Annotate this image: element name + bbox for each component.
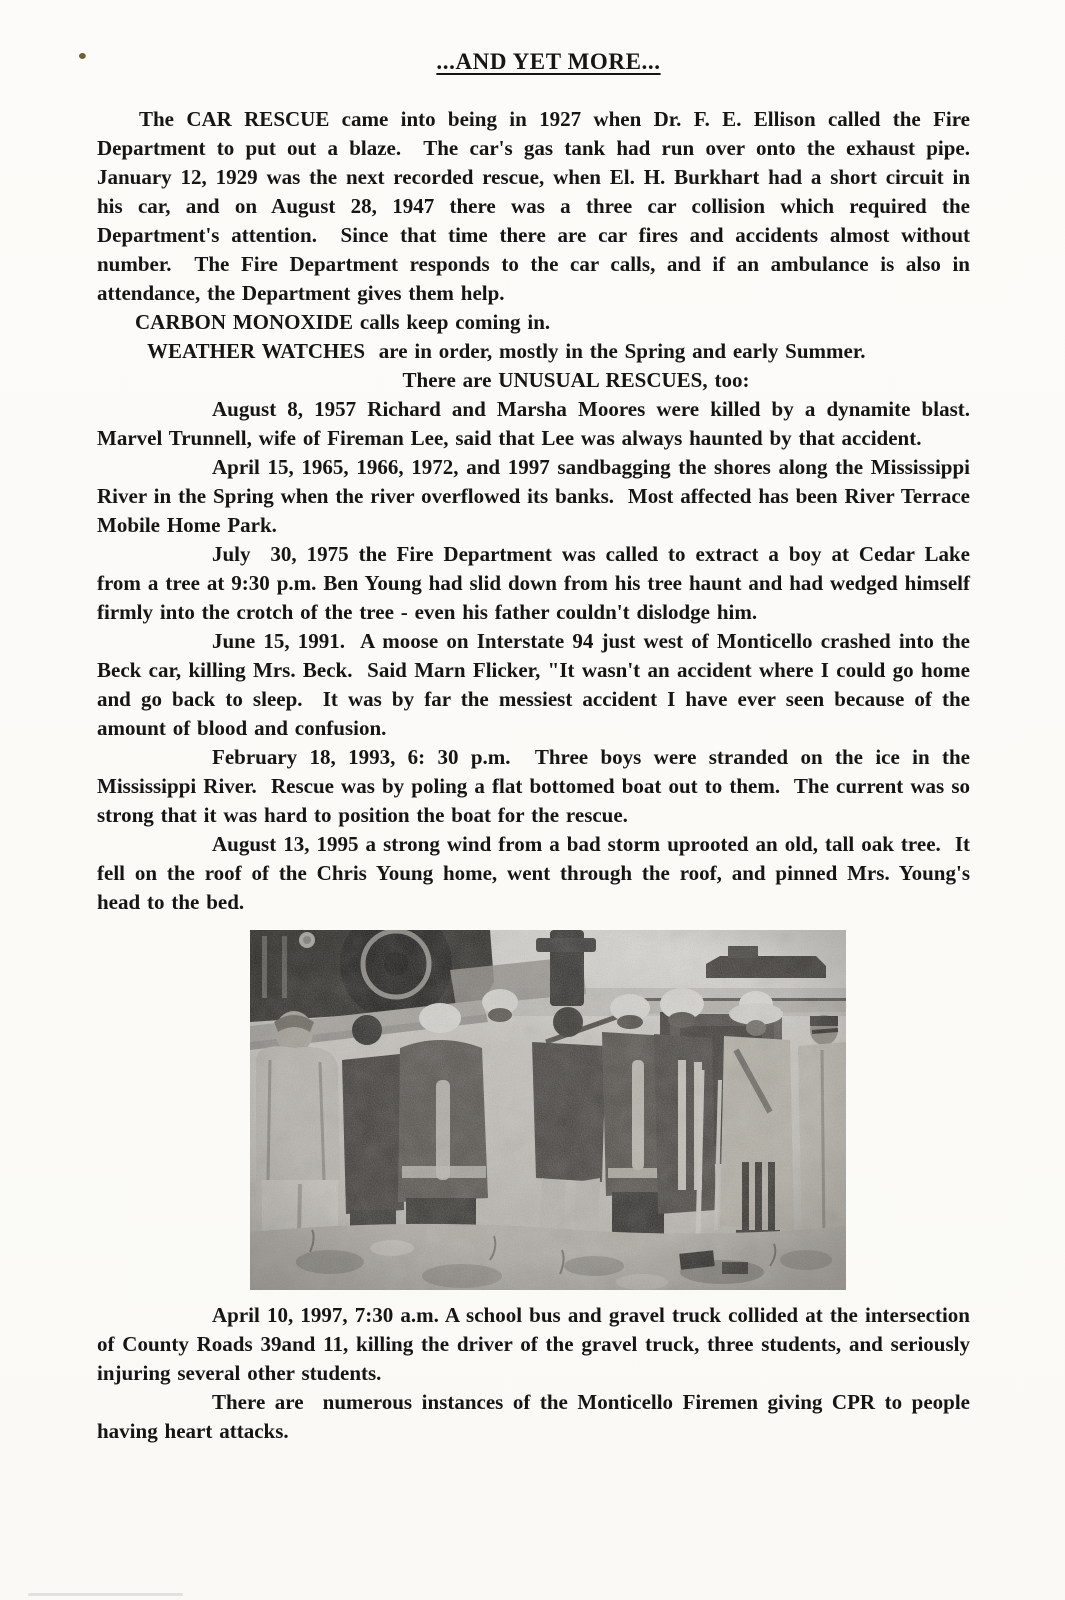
paragraph-1975-tree-rescue: July 30, 1975 the Fire Department was called to extract a boy at Cedar Lake from a tree at 9:30 p.m. Ben Young had slid down from his tree haunt and had wedged himself firmly into the crotch of the tree - even his father couldn't dislodge him. (97, 542, 977, 624)
paragraph-cpr: There are numerous instances of the Monticello Firemen giving CPR to people having heart attacks. (97, 1390, 977, 1443)
paragraph-weather-watches: WEATHER WATCHES are in order, mostly in the Spring and early Summer. (147, 339, 866, 363)
paragraph-1991-moose: June 15, 1991. A moose on Interstate 94 just west of Monticello crashed into the Beck car, killing Mrs. Beck. Said Marn Flicker, "It wasn't an accident where I could go home and go back to sleep. It was by far the messiest accident I have ever seen because of the amount of blood and confusion. (97, 629, 977, 740)
paragraph-1997-bus-collision: April 10, 1997, 7:30 a.m. A school bus and gravel truck collided at the intersection of County Roads 39and 11, killing the driver of the gravel truck, three students, and seriously injuring several other students. (97, 1303, 977, 1385)
text-column (97, 0, 977, 1446)
paragraph-carbon-monoxide: CARBON MONOXIDE calls keep coming in. (135, 310, 551, 334)
paragraph-unusual-rescues-heading: There are UNUSUAL RESCUES, too: (402, 368, 750, 392)
paragraph-1993-ice-rescue: February 18, 1993, 6: 30 p.m. Three boys were stranded on the ice in the Mississippi River. Rescue was by poling a flat bottomed boat out to them. The current was so strong that it was hard to position the boat for the rescue. (97, 745, 977, 827)
ink-speck (79, 53, 86, 59)
paragraph-car-rescue: The CAR RESCUE came into being in 1927 when Dr. F. E. Ellison called the Fire Department to put out a blaze. The car's gas tank had run over onto the exhaust pipe. January 12, 1929 was the next recorded rescue, when El. H. Burkhart had a short circuit in his car, and on August 28, 1947 there was a three car collision which required the Department's attention. Since that time there are car fires and accidents almost without number. The Fire Department responds to the car calls, and if an ambulance is also in attendance, the Department gives them help. (97, 107, 977, 305)
paragraph-sandbagging: April 15, 1965, 1966, 1972, and 1997 sandbagging the shores along the Mississippi River in the Spring when the river overflowed its banks. Most affected has been River Terrace Mobile Home Park. (97, 455, 977, 537)
paragraph-1995-oak-tree: August 13, 1995 a strong wind from a bad storm uprooted an old, tall oak tree. It fell on the roof of the Chris Young home, went through the roof, and pinned Mrs. Young's head to the bed. (97, 832, 977, 914)
crash-scene-photo (250, 930, 846, 1290)
scan-artifact (28, 1593, 183, 1596)
page-title: ...AND YET MORE... (436, 49, 661, 74)
paragraph-1957-dynamite: August 8, 1957 Richard and Marsha Moores were killed by a dynamite blast. Marvel Trunnell, wife of Fireman Lee, said that Lee was always haunted by that accident. (97, 397, 977, 450)
photo-grain (250, 930, 846, 1290)
